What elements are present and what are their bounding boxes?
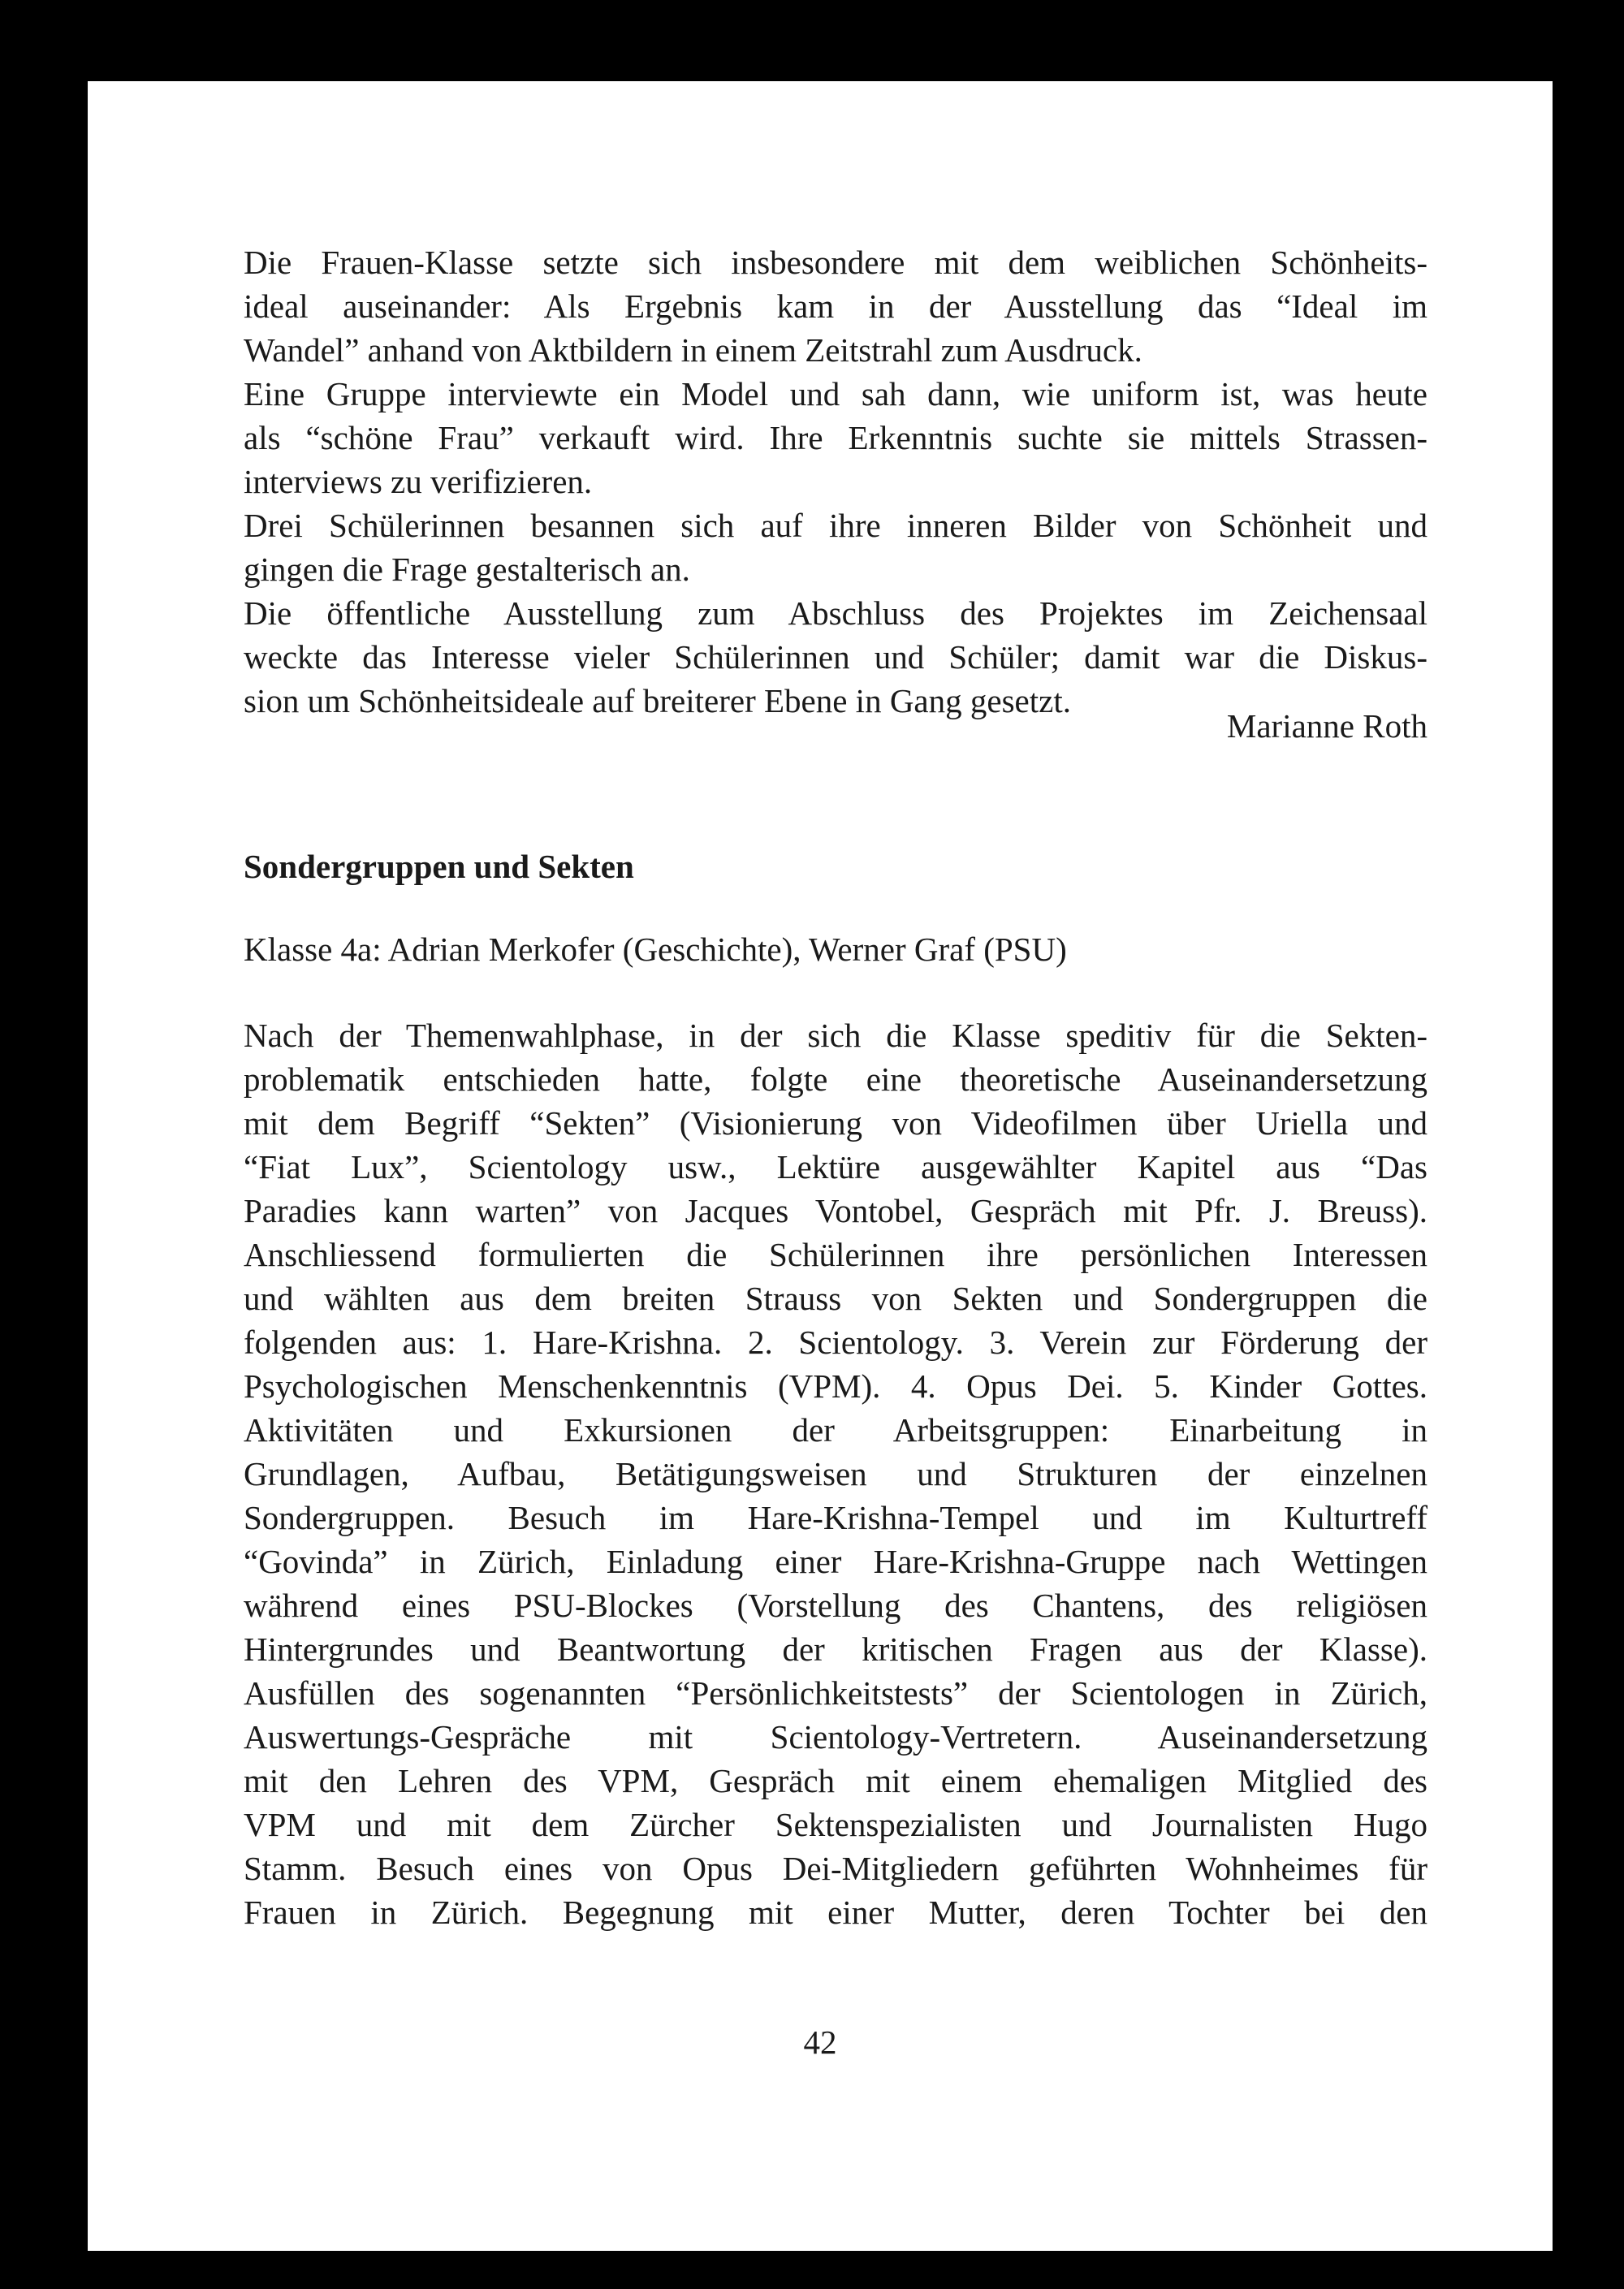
text-line: problematik entschieden hatte, folgte eine theoretische Auseinandersetzung	[244, 1060, 1427, 1098]
author-signature: Marianne Roth	[1226, 707, 1427, 745]
text-line: als “schöne Frau” verkauft wird. Ihre Erkenntnis suchte sie mittels Strassen-	[244, 419, 1427, 456]
text-line: Psychologischen Menschenkenntnis (VPM). 4. Opus Dei. 5. Kinder Gottes.	[244, 1367, 1427, 1405]
text-line: Nach der Themenwahlphase, in der sich die Klasse speditiv für die Sekten-	[244, 1017, 1427, 1054]
text-line: Grundlagen, Aufbau, Betätigungsweisen und Strukturen der einzelnen	[244, 1455, 1427, 1492]
text-line: Stamm. Besuch eines von Opus Dei-Mitgliedern geführten Wohnheimes für	[244, 1850, 1427, 1887]
text-line: und wählten aus dem breiten Strauss von Sekten und Sondergruppen die	[244, 1280, 1427, 1317]
text-line: während eines PSU-Blockes (Vorstellung des Chantens, des religiösen	[244, 1587, 1427, 1624]
paragraph-ideal	[244, 240, 1427, 372]
text-line: Hintergrundes und Beantwortung der kritischen Fragen aus der Klasse).	[244, 1630, 1427, 1668]
paragraph-sects	[244, 1013, 1427, 1934]
text-line: interviews zu verifizieren.	[244, 463, 593, 500]
text-line: Auswertungs-Gespräche mit Scientology-Vertretern. Auseinandersetzung	[244, 1718, 1427, 1756]
text-line: “Govinda” in Zürich, Einladung einer Hare-Krishna-Gruppe nach Wettingen	[244, 1543, 1427, 1580]
section-heading: Sondergruppen und Sekten	[244, 848, 634, 885]
text-line: mit dem Begriff “Sekten” (Visionierung von Videofilmen über Uriella und	[244, 1104, 1427, 1142]
page-number: 42	[803, 2023, 837, 2061]
text-line: weckte das Interesse vieler Schülerinnen und Schüler; damit war die Diskus-	[244, 638, 1427, 676]
text-line: Frauen in Zürich. Begegnung mit einer Mutter, deren Tochter bei den	[244, 1894, 1427, 1931]
text-line: Die öffentliche Ausstellung zum Abschluss des Projektes im Zeichensaal	[244, 594, 1427, 632]
text-line: Ausfüllen des sogenannten “Persönlichkeitstests” der Scientologen in Zürich,	[244, 1674, 1427, 1712]
text-line: Anschliessend formulierten die Schülerinnen ihre persönlichen Interessen	[244, 1236, 1427, 1273]
text-line: Sondergruppen. Besuch im Hare-Krishna-Tempel und im Kulturtreff	[244, 1499, 1427, 1536]
document-page	[88, 81, 1553, 2251]
text-line: folgenden aus: 1. Hare-Krishna. 2. Scientology. 3. Verein zur Förderung der	[244, 1324, 1427, 1361]
text-line: Wandel” anhand von Aktbildern in einem Zeitstrahl zum Ausdruck.	[244, 331, 1142, 369]
text-line: VPM und mit dem Zürcher Sektenspezialisten und Journalisten Hugo	[244, 1806, 1427, 1843]
text-line: Aktivitäten und Exkursionen der Arbeitsgruppen: Einarbeitung in	[244, 1411, 1427, 1449]
text-line: “Fiat Lux”, Scientology usw., Lektüre ausgewählter Kapitel aus “Das	[244, 1148, 1427, 1186]
text-line: Eine Gruppe interviewte ein Model und sah dann, wie uniform ist, was heute	[244, 375, 1427, 412]
text-line: gingen die Frage gestalterisch an.	[244, 551, 690, 588]
text-line: mit den Lehren des VPM, Gespräch mit einem ehemaligen Mitglied des	[244, 1762, 1427, 1799]
text-line: ideal auseinander: Als Ergebnis kam in der Ausstellung das “Ideal im	[244, 287, 1427, 325]
text-line: Die Frauen-Klasse setzte sich insbesondere mit dem weiblichen Schönheits-	[244, 244, 1427, 281]
paragraph-exhibition	[244, 591, 1427, 723]
text-line: Paradies kann warten” von Jacques Vontobel, Gespräch mit Pfr. J. Breuss).	[244, 1192, 1427, 1229]
class-info: Klasse 4a: Adrian Merkofer (Geschichte), Werner Graf (PSU)	[244, 931, 1067, 968]
text-line: Drei Schülerinnen besannen sich auf ihre inneren Bilder von Schönheit und	[244, 507, 1427, 544]
text-line: sion um Schönheitsideale auf breiterer Ebene in Gang gesetzt.	[244, 682, 1071, 719]
paragraph-interview	[244, 372, 1427, 503]
paragraph-inner-images	[244, 503, 1427, 591]
